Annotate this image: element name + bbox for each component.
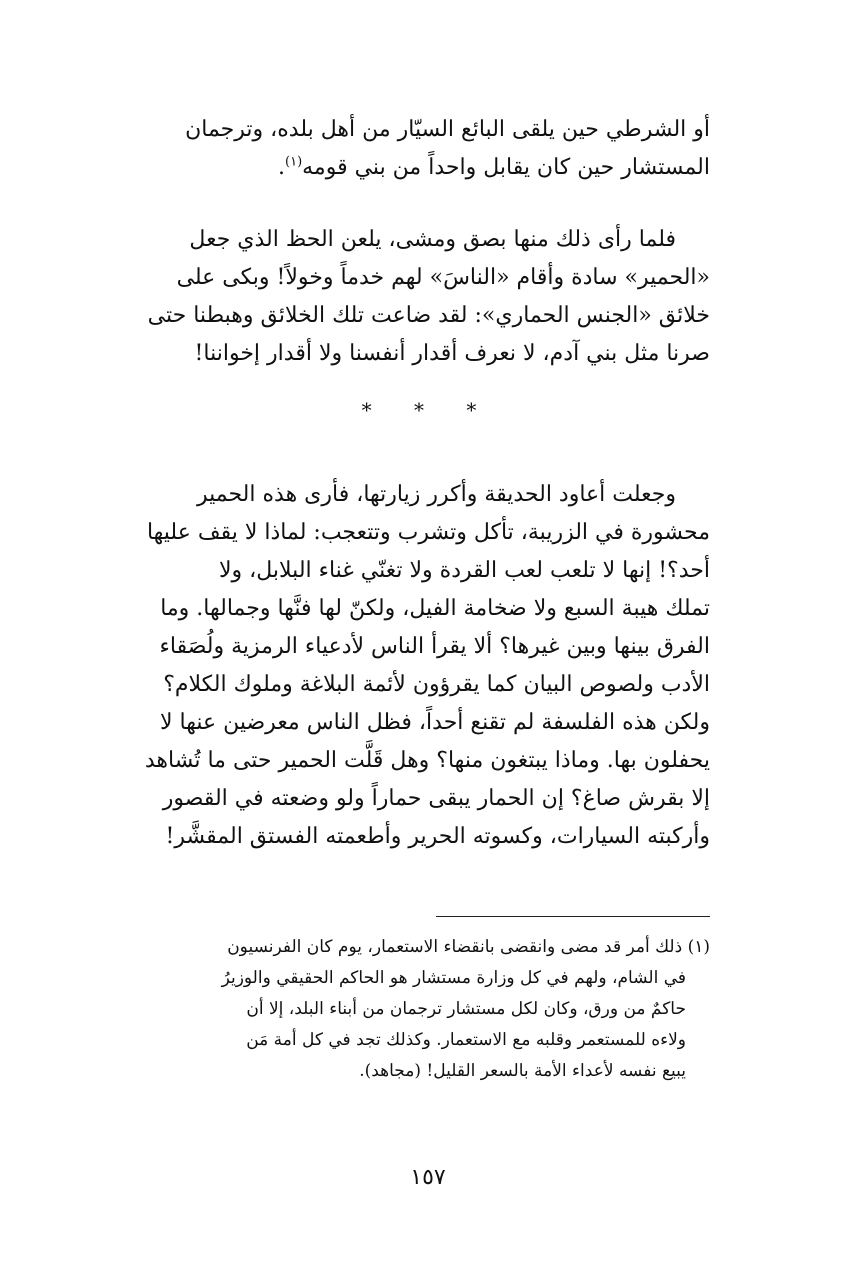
paragraph-3-line-3: أحد؟! إنها لا تلعب لعب القردة ولا تغنّي غناء البلابل، ولا bbox=[219, 558, 710, 583]
footnote-line-3: حاكمٌ من ورق، وكان لكل مستشار ترجمان من أبناء البلد، إلا أن bbox=[246, 999, 686, 1019]
paragraph-1-line-2-end: . bbox=[278, 155, 285, 180]
paragraph-3-line-10: وأركبته السيارات، وكسوته الحرير وأطعمته الفستق المقشَّر! bbox=[165, 824, 710, 849]
footnote-reference: (١) bbox=[285, 154, 303, 170]
paragraph-3 bbox=[140, 476, 710, 856]
paragraph-3-line-9: إلا بقرش صاغ؟ إن الحمار يبقى حماراً ولو وضعته في القصور bbox=[162, 786, 710, 811]
paragraph-2-line-2: «الحمير» سادة وأقام «الناسَ» لهم خدماً وخولاً! وبكى على bbox=[176, 265, 710, 290]
paragraph-1-line-2-text: المستشار حين كان يقابل واحداً من بني قومه bbox=[302, 155, 710, 180]
footnote-line-2: في الشام، ولهم في كل وزارة مستشار هو الحاكم الحقيقي والوزيرُ bbox=[221, 968, 686, 988]
footnote bbox=[140, 932, 710, 1087]
paragraph-3-line-4: تملك هيبة السبع ولا ضخامة الفيل، ولكنّ لها فنَّها وجمالها. وما bbox=[160, 596, 710, 621]
paragraph-1-line-2 bbox=[140, 149, 710, 187]
paragraph-2 bbox=[140, 221, 710, 373]
paragraph-3-line-2: محشورة في الزريبة، تأكل وتشرب وتتعجب: لماذا لا يقف عليها bbox=[146, 520, 710, 545]
paragraph-1-line-1: أو الشرطي حين يلقى البائع السيّار من أهل بلده، وترجمان bbox=[185, 117, 710, 142]
footnote-line-4: ولاءه للمستعمر وقلبه مع الاستعمار. وكذلك تجد في كل أمة مَن bbox=[246, 1030, 686, 1050]
paragraph-2-line-1: فلما رأى ذلك منها بصق ومشى، يلعن الحظ الذي جعل bbox=[189, 227, 676, 252]
footnote-divider bbox=[436, 916, 710, 917]
page-number: ١٥٧ bbox=[410, 1165, 446, 1190]
footnote-line-1: (١) ذلك أمر قد مضى وانقضى بانقضاء الاستعمار، يوم كان الفرنسيون bbox=[227, 937, 710, 957]
paragraph-1 bbox=[140, 111, 710, 187]
section-separator: * * * bbox=[361, 398, 495, 422]
paragraph-3-line-8: يحفلون بها. وماذا يبتغون منها؟ وهل قَلَّت الحمير حتى ما تُشاهد bbox=[144, 748, 710, 773]
paragraph-3-line-5: الفرق بينها وبين غيرها؟ ألا يقرأ الناس لأدعياء الرمزية ولُصَقاء bbox=[159, 634, 710, 659]
paragraph-2-line-4: صرنا مثل بني آدم، لا نعرف أقدار أنفسنا ولا أقدار إخواننا! bbox=[194, 341, 710, 366]
paragraph-2-line-3: خلائق «الجنس الحماري»: لقد ضاعت تلك الخلائق وهبطنا حتى bbox=[147, 303, 710, 328]
paragraph-3-line-7: ولكن هذه الفلسفة لم تقنع أحداً، فظل الناس معرضين عنها لا bbox=[159, 710, 710, 735]
paragraph-3-line-1: وجعلت أعاود الحديقة وأكرر زيارتها، فأرى هذه الحمير bbox=[196, 482, 676, 507]
paragraph-3-line-6: الأدب ولصوص البيان كما يقرؤون لأئمة البلاغة وملوك الكلام؟ bbox=[163, 672, 710, 697]
footnote-line-5: يبيع نفسه لأعداء الأمة بالسعر القليل! (مجاهد). bbox=[359, 1061, 686, 1081]
